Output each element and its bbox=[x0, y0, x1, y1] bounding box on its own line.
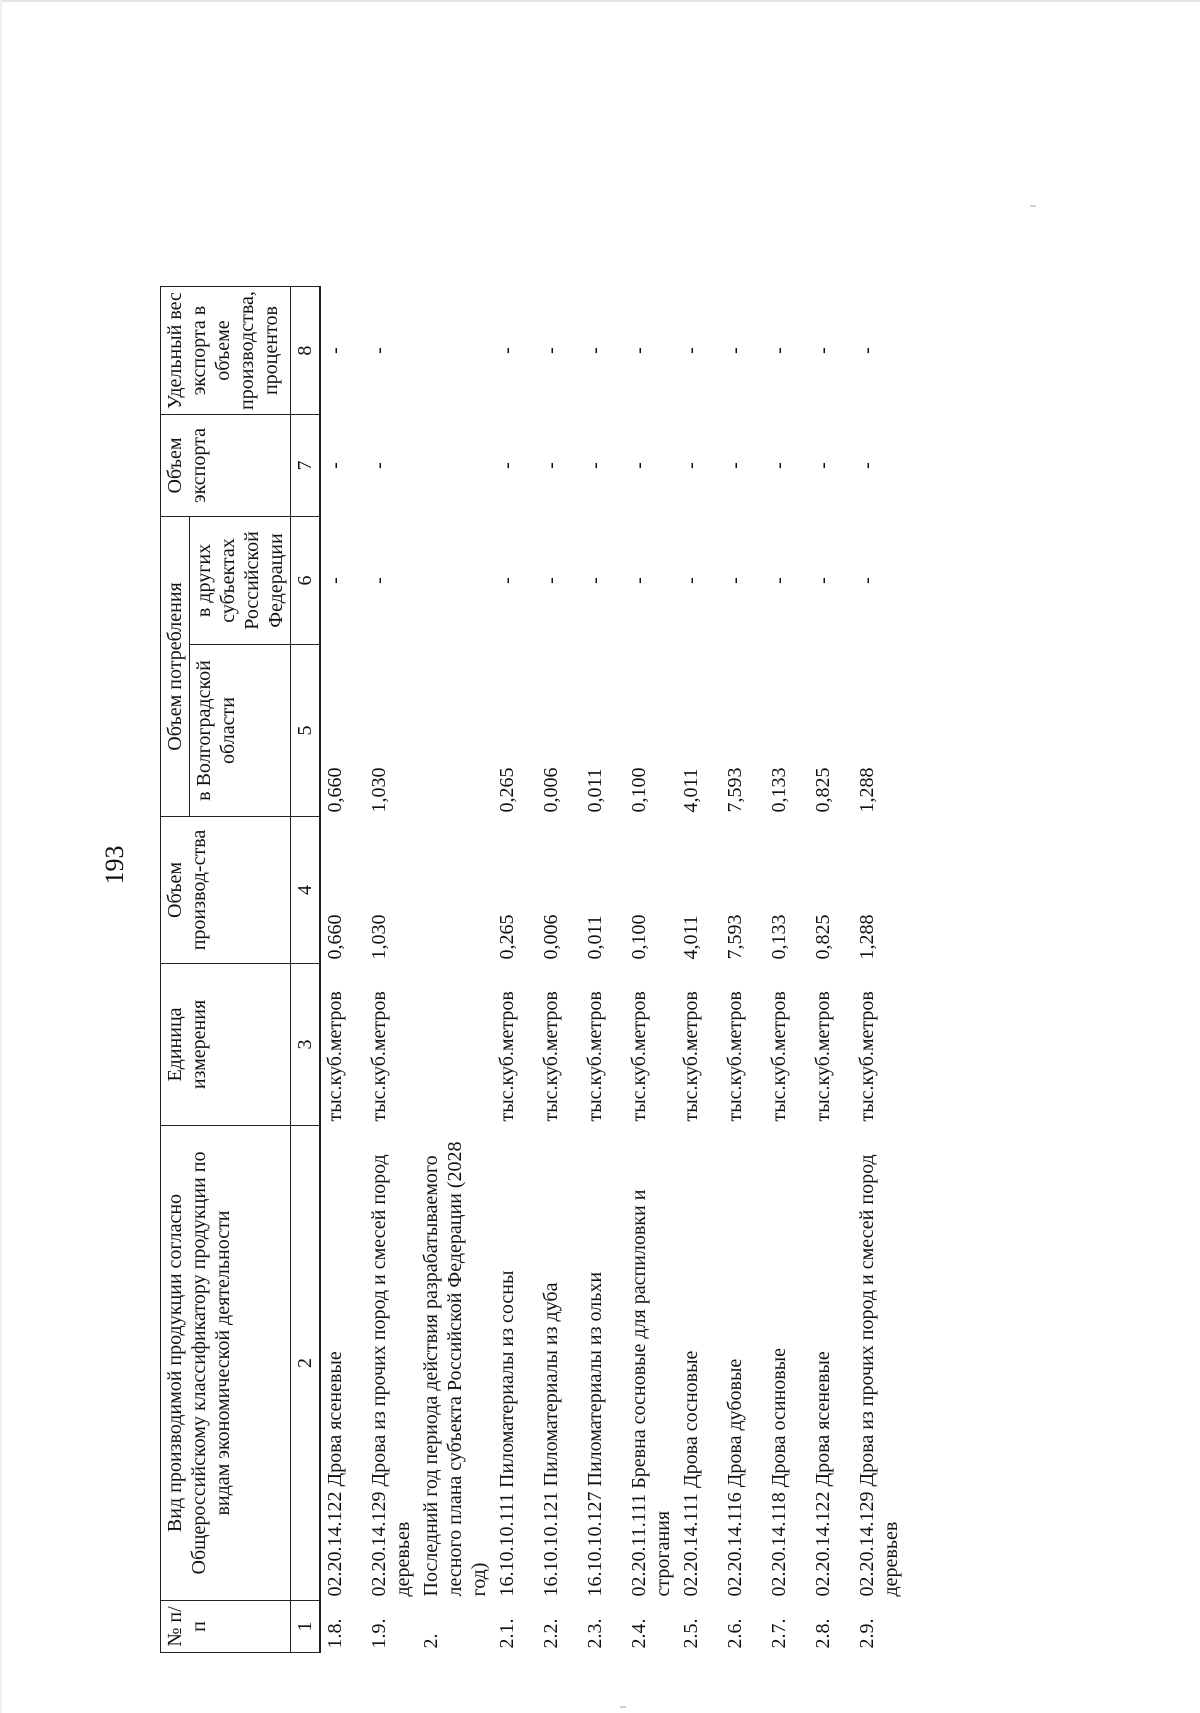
header-unit: Единица измерения bbox=[161, 964, 291, 1126]
consumption-region: 0,006 bbox=[540, 767, 562, 813]
consumption-other: - bbox=[496, 577, 518, 584]
header-consumption-other: в других субъектах Российской Федерации bbox=[190, 517, 291, 645]
unit: тыс.куб.метров bbox=[540, 991, 562, 1122]
consumption-other: - bbox=[540, 577, 562, 584]
export-volume: - bbox=[680, 462, 702, 469]
row-number: 2.5. bbox=[680, 1618, 702, 1649]
row-number: 2. bbox=[420, 1633, 442, 1649]
export-volume: - bbox=[768, 462, 790, 469]
consumption-region: 0,825 bbox=[812, 767, 834, 813]
consumption-other: - bbox=[724, 577, 746, 584]
export-share: - bbox=[584, 347, 606, 354]
export-share: - bbox=[724, 347, 746, 354]
row-number: 2.1. bbox=[496, 1618, 518, 1649]
consumption-region: 7,593 bbox=[724, 767, 746, 813]
consumption-region: 0,133 bbox=[768, 767, 790, 813]
product-name: 02.20.14.122 Дрова ясеневые bbox=[812, 1351, 834, 1597]
table-row bbox=[677, 287, 721, 1653]
product-name: 02.20.14.129 Дрова из прочих пород и смесей пород деревьев bbox=[856, 1154, 902, 1597]
unit: тыс.куб.метров bbox=[496, 991, 518, 1122]
product-name: 02.20.14.122 Дрова ясеневые bbox=[324, 1351, 346, 1597]
table-row bbox=[625, 287, 677, 1653]
scan-edge bbox=[0, 0, 1200, 2]
column-number: 4 bbox=[291, 817, 321, 964]
export-share: - bbox=[324, 347, 346, 354]
product-name: 02.20.11.111 Бревна сосновые для распиловки и строгания bbox=[628, 1189, 674, 1597]
table-row bbox=[537, 287, 581, 1653]
export-volume: - bbox=[496, 462, 518, 469]
consumption-other: - bbox=[324, 577, 346, 584]
row-number: 2.3. bbox=[584, 1618, 606, 1649]
header-production-volume: Объем производ-ства bbox=[161, 817, 291, 964]
unit: тыс.куб.метров bbox=[724, 991, 746, 1122]
table-row bbox=[765, 287, 809, 1653]
export-share: - bbox=[768, 347, 790, 354]
export-volume: - bbox=[324, 462, 346, 469]
consumption-region: 1,030 bbox=[368, 767, 390, 813]
consumption-region: 0,011 bbox=[584, 768, 606, 813]
rotated-page bbox=[60, 50, 1140, 1675]
row-number: 2.7. bbox=[768, 1618, 790, 1649]
header-product-type: Вид производимой продукции согласно Общероссийскому классификатору продукции по видам экономической деятельности bbox=[161, 1126, 291, 1601]
page-number: 193 bbox=[100, 845, 129, 885]
export-volume: - bbox=[584, 462, 606, 469]
export-volume: - bbox=[628, 462, 650, 469]
row-number: 2.4. bbox=[628, 1618, 650, 1649]
consumption-other: - bbox=[680, 577, 702, 584]
production-volume: 0,133 bbox=[768, 914, 790, 960]
export-volume: - bbox=[540, 462, 562, 469]
export-share: - bbox=[856, 347, 878, 354]
production-volume: 0,825 bbox=[812, 914, 834, 960]
header-consumption-region: в Волгоградской области bbox=[190, 645, 291, 817]
column-number: 1 bbox=[291, 1601, 321, 1653]
table-row bbox=[853, 287, 905, 1653]
consumption-other: - bbox=[368, 577, 390, 584]
column-number-row bbox=[291, 287, 321, 1653]
export-volume: - bbox=[724, 462, 746, 469]
table-row bbox=[721, 287, 765, 1653]
production-volume: 0,006 bbox=[540, 914, 562, 960]
header-number: № п/п bbox=[161, 1601, 291, 1653]
export-share: - bbox=[680, 347, 702, 354]
table-row bbox=[365, 287, 417, 1653]
consumption-other: - bbox=[812, 577, 834, 584]
unit: тыс.куб.метров bbox=[680, 991, 702, 1122]
scan-speck bbox=[620, 1706, 626, 1708]
production-volume: 0,011 bbox=[584, 915, 606, 960]
production-volume: 1,288 bbox=[856, 914, 878, 960]
product-name: 02.20.14.129 Дрова из прочих пород и смесей пород деревьев bbox=[368, 1154, 414, 1597]
export-share: - bbox=[540, 347, 562, 354]
column-number: 3 bbox=[291, 964, 321, 1126]
export-volume: - bbox=[368, 462, 390, 469]
column-number: 8 bbox=[291, 287, 321, 415]
production-volume: 0,100 bbox=[628, 914, 650, 960]
unit: тыс.куб.метров bbox=[628, 991, 650, 1122]
production-volume: 7,593 bbox=[724, 914, 746, 960]
header-row bbox=[161, 287, 190, 1653]
consumption-region: 4,011 bbox=[680, 768, 702, 813]
row-number: 2.8. bbox=[812, 1618, 834, 1649]
table-row bbox=[581, 287, 625, 1653]
export-share: - bbox=[628, 347, 650, 354]
unit: тыс.куб.метров bbox=[768, 991, 790, 1122]
export-share: - bbox=[496, 347, 518, 354]
header-export-share: Удельный вес экспорта в объеме производства, процентов bbox=[161, 287, 291, 415]
consumption-region: 0,100 bbox=[628, 767, 650, 813]
unit: тыс.куб.метров bbox=[584, 991, 606, 1122]
consumption-other: - bbox=[768, 577, 790, 584]
row-number: 2.9. bbox=[856, 1618, 878, 1649]
row-number: 2.2. bbox=[540, 1618, 562, 1649]
unit: тыс.куб.метров bbox=[368, 991, 390, 1122]
product-name: 16.10.10.121 Пиломатериалы из дуба bbox=[540, 1282, 562, 1597]
production-volume: 0,660 bbox=[324, 914, 346, 960]
consumption-region: 1,288 bbox=[856, 767, 878, 813]
unit: тыс.куб.метров bbox=[856, 991, 878, 1122]
product-name: 02.20.14.118 Дрова осиновые bbox=[768, 1348, 790, 1597]
column-number: 7 bbox=[291, 415, 321, 517]
section-title: Последний год периода действия разрабатываемого лесного плана субъекта Российской Федерации (2028 год) bbox=[420, 1141, 490, 1597]
unit: тыс.куб.метров bbox=[812, 991, 834, 1122]
section-row bbox=[417, 287, 493, 1653]
column-number: 5 bbox=[291, 645, 321, 817]
forest-products-table bbox=[160, 286, 905, 1653]
header-export-volume: Объем экспорта bbox=[161, 415, 291, 517]
product-name: 02.20.14.116 Дрова дубовые bbox=[724, 1358, 746, 1597]
product-name: 16.10.10.127 Пиломатериалы из ольхи bbox=[584, 1271, 606, 1597]
table-row bbox=[493, 287, 537, 1653]
column-number: 2 bbox=[291, 1126, 321, 1601]
production-volume: 0,265 bbox=[496, 914, 518, 960]
production-volume: 1,030 bbox=[368, 914, 390, 960]
product-name: 16.10.10.111 Пиломатериалы из сосны bbox=[496, 1270, 518, 1597]
export-volume: - bbox=[856, 462, 878, 469]
consumption-region: 0,265 bbox=[496, 767, 518, 813]
export-volume: - bbox=[812, 462, 834, 469]
table-row bbox=[809, 287, 853, 1653]
row-number: 2.6. bbox=[724, 1618, 746, 1649]
scan-speck bbox=[1030, 205, 1036, 207]
product-name: 02.20.14.111 Дрова сосновые bbox=[680, 1350, 702, 1597]
column-number: 6 bbox=[291, 517, 321, 645]
export-share: - bbox=[368, 347, 390, 354]
table-row bbox=[320, 287, 365, 1653]
consumption-other: - bbox=[856, 577, 878, 584]
consumption-other: - bbox=[628, 577, 650, 584]
unit: тыс.куб.метров bbox=[324, 991, 346, 1122]
consumption-other: - bbox=[584, 577, 606, 584]
consumption-region: 0,660 bbox=[324, 767, 346, 813]
production-volume: 4,011 bbox=[680, 915, 702, 960]
row-number: 1.8. bbox=[324, 1618, 346, 1649]
row-number: 1.9. bbox=[368, 1618, 390, 1649]
export-share: - bbox=[812, 347, 834, 354]
header-consumption-group: Объем потребления bbox=[161, 517, 190, 817]
scan-edge bbox=[0, 0, 2, 1713]
